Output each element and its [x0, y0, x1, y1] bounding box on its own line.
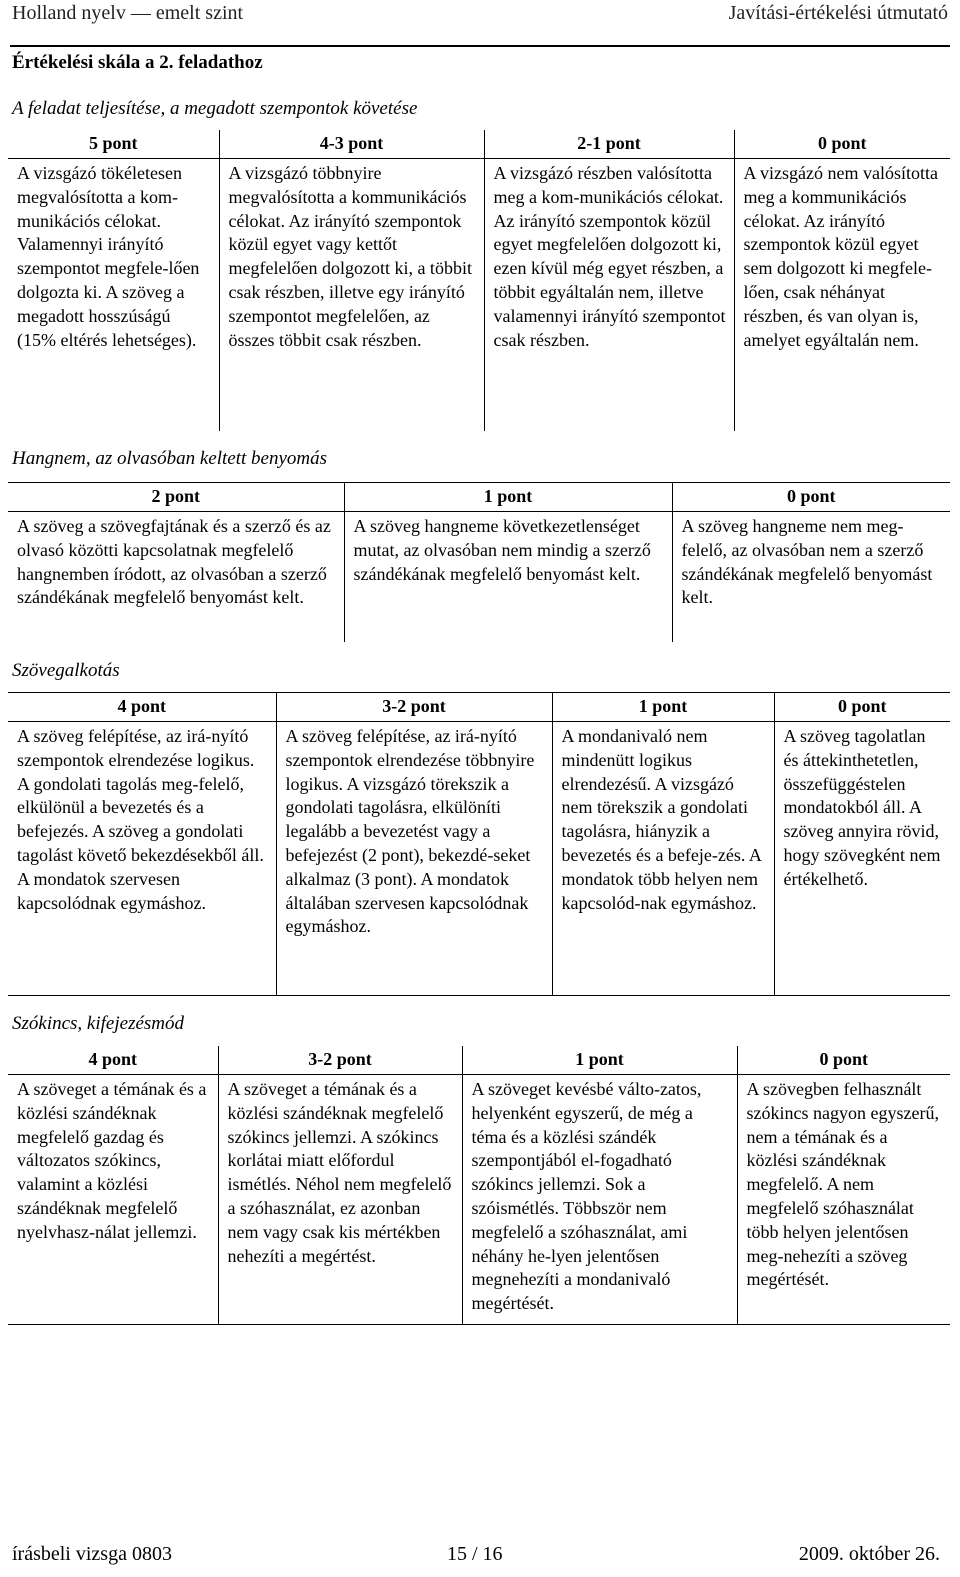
- rubric-table-tone: [8, 482, 950, 642]
- rubric-cell: A vizsgázó többnyire megvalósította a kommunikációs célokat. Az irányító szempontok közül egyet vagy kettőt megfelelően dolgozott ki, a többit csak részben, illetve egy irányító szempontot megfelelően, az összes többit csak részben.: [219, 159, 484, 431]
- section-heading-vocabulary: Szókincs, kifejezésmód: [12, 1013, 185, 1034]
- footer-page-number: 15 / 16: [447, 1543, 503, 1565]
- header-subject: Holland nyelv — emelt szint: [12, 2, 244, 24]
- rubric-cell: A vizsgázó nem valósította meg a kommunikációs célokat. Az irányító szempontok közül egyet sem dolgozott ki megfele-lően, csak néhányat részben, és van olyan is, amelyet egyáltalán nem.: [734, 159, 950, 431]
- column-header: 4-3 pont: [219, 130, 484, 159]
- section-heading-composition: Szövegalkotás: [12, 660, 120, 681]
- rubric-cell: A szöveg a szövegfajtának és a szerző és az olvasó közötti kapcsolatnak megfelelő hangnemben íródott, az olvasóban a szerző szándékának megfelelő benyomást kelt.: [17, 516, 331, 608]
- column-header: 0 pont: [672, 483, 950, 512]
- rubric-table-composition: [8, 692, 950, 996]
- column-header: 2 pont: [8, 483, 344, 512]
- column-header: 4 pont: [8, 1046, 218, 1075]
- section-heading-tone: Hangnem, az olvasóban keltett benyomás: [12, 448, 328, 469]
- rubric-cell: A vizsgázó tökéletesen megvalósította a kom-munikációs célokat. Valamennyi irányító szempontot megfele-lően dolgozta ki. A szöveg a megadott hosszúságú (15% eltérés lehetséges).: [17, 163, 200, 350]
- column-header: 3-2 pont: [276, 693, 552, 722]
- column-header: 1 pont: [552, 693, 774, 722]
- rubric-cell: A szöveget kevésbé válto-zatos, helyenként egyszerű, de még a téma és a közlési szándék szempontjából el-fogadható szókincs jellemzi. Sok a szóismétlés. Többször nem megfelelő a szóhasználat, ami néhány he-lyen jelentősen megnehezíti a mondanivaló megértését.: [462, 1075, 737, 1325]
- rubric-cell: A szöveg felépítése, az irá-nyító szempontok elrendezése logikus. A gondolati tagolás meg-felelő, elkülönül a bevezetés és a befejezés. A szöveg a gondolati tagolást követő bekezdésekből áll. A mondatok szervesen kapcsolódnak egymáshoz.: [17, 726, 264, 913]
- rubric-cell: A szöveget a témának és a közlési szándéknak megfelelő gazdag és változatos szókincs, valamint a közlési szándéknak megfelelő nyelvhasz-nálat jellemzi.: [17, 1079, 207, 1242]
- column-header: 3-2 pont: [218, 1046, 462, 1075]
- rubric-cell: A szöveg hangneme következetlenséget mutat, az olvasóban nem mindig a szerző szándékának megfelelő benyomást kelt.: [344, 512, 672, 642]
- footer-exam-code: írásbeli vizsga 0803: [12, 1543, 172, 1565]
- section-heading-task: A feladat teljesítése, a megadott szempontok követése: [12, 98, 418, 119]
- footer-date: 2009. október 26.: [798, 1543, 940, 1565]
- column-header: 0 pont: [737, 1046, 950, 1075]
- rubric-cell: A szöveg tagolatlan és áttekinthetetlen, összefüggéstelen mondatokból áll. A szöveg annyira rövid, hogy szövegként nem értékelhető.: [774, 722, 950, 996]
- column-header: 1 pont: [344, 483, 672, 512]
- rubric-cell: A szöveget a témának és a közlési szándéknak megfelelő szókincs jellemzi. A szókincs korlátai miatt előfordul ismétlés. Néhol nem megfelelő a szóhasználat, ez azonban nem vagy csak kis mértékben nehezíti a megértést.: [218, 1075, 462, 1325]
- column-header: 4 pont: [8, 693, 276, 722]
- column-header: 0 pont: [734, 130, 950, 159]
- column-header: 1 pont: [462, 1046, 737, 1075]
- page-title: Értékelési skála a 2. feladathoz: [12, 52, 263, 73]
- rubric-table-task: [8, 130, 950, 431]
- header-divider: [10, 45, 950, 47]
- rubric-cell: A vizsgázó részben valósította meg a kom-munikációs célokat. Az irányító szempontok közül egyet megfelelően dolgozott ki, ezen kívül még egyet részben, a többit egyáltalán nem, illetve valamennyi irányító szempontot csak részben.: [484, 159, 734, 431]
- column-header: 0 pont: [774, 693, 950, 722]
- column-header: 2-1 pont: [484, 130, 734, 159]
- column-header: 5 pont: [8, 130, 219, 159]
- rubric-cell: A szövegben felhasznált szókincs nagyon egyszerű, nem a témának és a közlési szándéknak megfelelő. A nem megfelelő szóhasználat több helyen jelentősen meg-nehezíti a szöveg megértését.: [737, 1075, 950, 1325]
- rubric-cell: A szöveg felépítése, az irá-nyító szempontok elrendezése többnyire logikus. A vizsgázó törekszik a gondolati tagolásra, elkülöníti legalább a bevezetést vagy a befejezést (2 pont), bekezdé-seket alkalmaz (3 pont). A mondatok általában szervesen kapcsolódnak egymáshoz.: [276, 722, 552, 996]
- rubric-cell: A mondanivaló nem mindenütt logikus elrendezésű. A vizsgázó nem törekszik a gondolati tagolásra, hiányzik a bevezetés és a befeje-zés. A mondatok több helyen nem kapcsolód-nak egymáshoz.: [552, 722, 774, 996]
- rubric-table-vocabulary: [8, 1046, 950, 1325]
- rubric-cell: A szöveg hangneme nem meg-felelő, az olvasóban nem a szerző szándékának megfelelő benyomást kelt.: [672, 512, 950, 642]
- header-guide-title: Javítási-értékelési útmutató: [728, 2, 948, 24]
